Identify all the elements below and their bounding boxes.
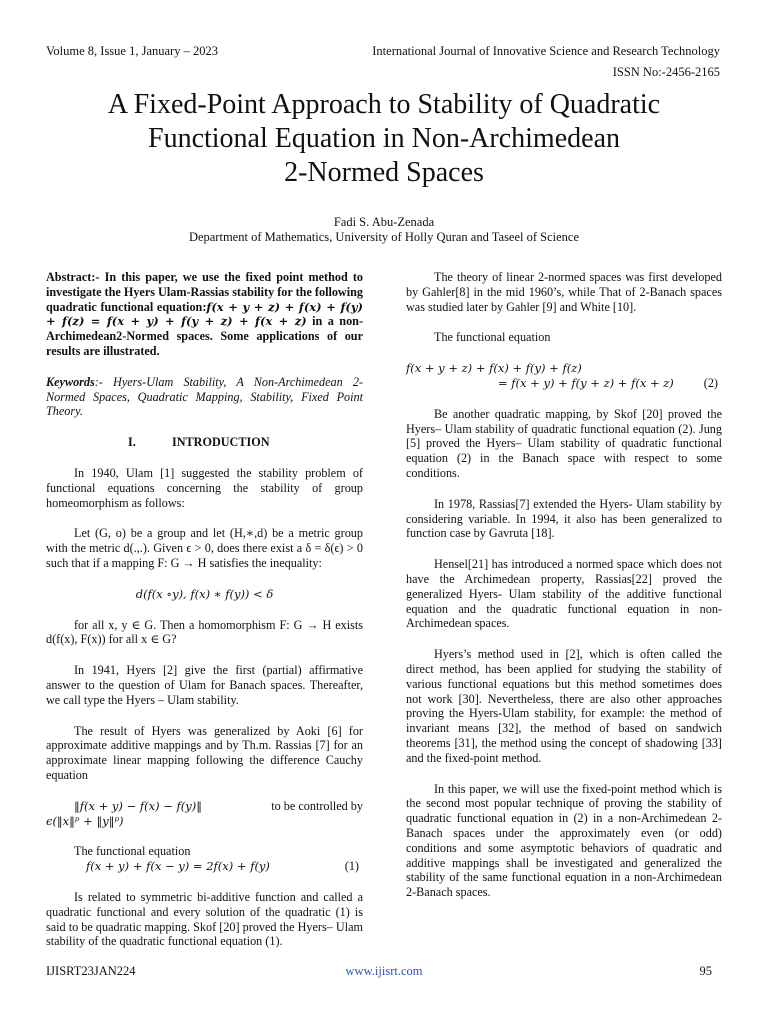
paragraph: Is related to symmetric bi-additive function and called a quadratic functional and every solution of the quadratic (1) is said to be quadratic mapping. Skof [20] proved the Hyers– Ulam stability of the quadratic functional equation (1). xyxy=(46,889,363,949)
abstract-equation: f(x + y + z) + f(x) + f(y) + f(z) = f(x + y) + f(y + z) + f(x + z) xyxy=(46,299,363,329)
norm-expression: ‖f(x + y) − f(x) − f(y)‖ xyxy=(74,798,202,813)
title-line: A Fixed-Point Approach to Stability of Quadratic xyxy=(107,89,661,120)
abstract-label: Abstract:- xyxy=(46,270,100,284)
paragraph: Be another quadratic mapping, by Skof [20] proved the Hyers– Ulam stability of quadratic functional equation (2). Jung [5] proved the Hyers– Ulam stability of quadratic functional equation (2) in the Banach space with respect to some conditions. xyxy=(406,406,722,480)
paragraph: The result of Hyers was generalized by Aoki [6] for approximate additive mappings and by Th.m. Rassias [7] for an approximate linear mapping following the difference Cauchy equation xyxy=(46,723,363,782)
paragraph: In 1941, Hyers [2] give the first (partial) affirmative answer to the question of Ulam for Banach spaces. Thereafter, we call type the Hyers – Ulam stability. xyxy=(46,663,363,707)
journal-name: International Journal of Innovative Science and Research Technology xyxy=(372,44,720,58)
left-column xyxy=(46,270,363,965)
right-column xyxy=(406,270,722,916)
abstract xyxy=(46,270,363,359)
keywords-text: :- Hyers-Ulam Stability, A Non-Archimedean 2-Normed Spaces, Quadratic Mapping, Stability, Fixed Point Theory. xyxy=(46,374,363,419)
functional-equation-label: The functional equation xyxy=(74,844,191,859)
volume-info: Volume 8, Issue 1, January – 2023 xyxy=(46,44,218,58)
paragraph: In 1978, Rassias[7] extended the Hyers- Ulam stability by considering variable. In 1994, it also has been generalized to function case by Gavruta [18]. xyxy=(406,496,722,541)
title-line: 2-Normed Spaces xyxy=(284,157,484,188)
keywords xyxy=(46,375,363,419)
abstract-text: In this paper, we use the fixed point method to investigate the Hyers Ulam-Rassias stability for the following quadratic functional equation: xyxy=(46,270,363,314)
paper-title xyxy=(40,88,728,190)
paragraph: Hyers’s method used in [2], which is often called the direct method, has been applied for studying the stability of various functional equations but this method sometimes does not work [30]. Nevertheless, there are also other approaches proving the Hyers-Ulam stability, for example: the method of invariant means [32], the method of based on sandwich theorems [31], the method using the concept of shadowing [33] and the fixed-point method. xyxy=(406,647,722,765)
title-line: Functional Equation in Non-Archimedean xyxy=(148,123,620,154)
controlled-text: to be controlled by xyxy=(271,798,363,813)
keywords-label: Keywords xyxy=(46,374,95,389)
inequality-equation: d(f(x ∘y), f(x) ∗ f(y)) < δ xyxy=(135,586,274,601)
abstract-text-end: in a non-Archimedean2-Normed spaces. Some applications of our results are illustrated. xyxy=(46,314,364,358)
author-name: Fadi S. Abu-Zenada xyxy=(333,215,435,229)
section-heading xyxy=(46,435,363,450)
control-expression: ϵ(‖x‖ᵖ + ‖y‖ᵖ) xyxy=(46,813,124,828)
section-title: INTRODUCTION xyxy=(172,435,270,450)
affiliation: Department of Mathematics, University of Holly Quran and Taseel of Science xyxy=(188,230,580,244)
paragraph: for all x, y ∈ G. Then a homomorphism F: G → H exists d(f(x), F(x)) for all x ∈ G? xyxy=(46,617,363,647)
equation-2-line-1: f(x + y + z) + f(x) + f(y) + f(z) xyxy=(406,361,582,376)
page-number: 95 xyxy=(699,964,712,978)
cauchy-difference xyxy=(46,799,363,829)
paragraph: The theory of linear 2-normed spaces was first developed by Gahler[8] in the mid 1960’s, while That of 2-Banach spaces was studied later by Gahler [9] and White [10]. xyxy=(406,270,722,314)
paragraph: In this paper, we will use the fixed-point method which is the second most popular technique of proving the stability of quadratic functional equation in (2) in a non-Archimedean 2-Banach spaces under the approximately even (or odd) conditions and some asymptotic behaviors of quadratic and additive mappings shall be investigated and generalized the stability of the same functional equation in a non-Archimedean 2-Banach spaces. xyxy=(406,781,722,900)
paragraph: In 1940, Ulam [1] suggested the stability problem of functional equations concerning the stability of group homeomorphism as follows: xyxy=(46,465,363,510)
paragraph: Let (G, o) be a group and let (H,∗,d) be a metric group with the metric d(.,.). Given ϵ > 0, does there exist a δ = δ(ϵ) > 0 such that if a mapping F: G → H satisfies the inequality: xyxy=(46,526,363,570)
paper-code: IJISRT23JAN224 xyxy=(46,964,136,978)
issn: ISSN No:-2456-2165 xyxy=(612,65,720,79)
section-number: I. xyxy=(128,435,136,450)
paragraph: The functional equation xyxy=(434,330,551,345)
equation-1-number: (1) xyxy=(344,859,359,874)
paragraph: Hensel[21] has introduced a normed space which does not have the Archimedean property, Rassias[22] proved the generalized Hyers- Ulam stability of the additive functional equation and the quadratic functional equation in non-Archimedean spaces. xyxy=(406,557,722,631)
journal-url[interactable]: www.ijisrt.com xyxy=(345,964,423,978)
equation-1 xyxy=(46,859,363,874)
equation-1-body: f(x + y) + f(x − y) = 2f(x) + f(y) xyxy=(86,859,270,874)
equation-2-line-2: = f(x + y) + f(y + z) + f(x + z) xyxy=(498,375,674,390)
equation-2-number: (2) xyxy=(703,375,718,390)
equation-2 xyxy=(406,361,722,391)
